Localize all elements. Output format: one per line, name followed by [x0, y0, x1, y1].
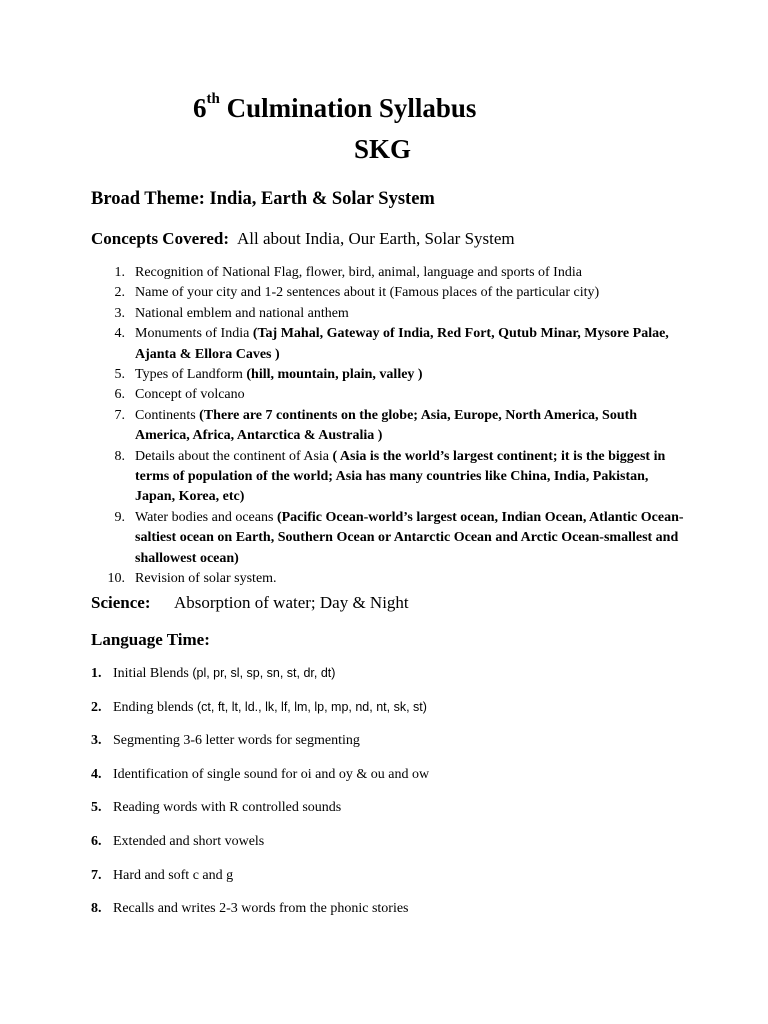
topic-number: 2. — [114, 285, 125, 301]
topic-bold-text: (Taj Mahal, Gateway of India, Red Fort, Qutub Minar, Mysore Palae, Ajanta & Ellora Caves ) — [135, 326, 669, 362]
science-text: Absorption of water; Day & Night — [174, 593, 409, 612]
language-item-text: Reading words with R controlled sounds — [113, 800, 342, 816]
topic-item — [91, 263, 691, 283]
topic-text: Continents — [135, 407, 200, 423]
page-subtitle: SKG — [354, 134, 412, 164]
topic-bold-text: (hill, mountain, plain, valley ) — [246, 367, 423, 383]
topic-text: Recognition of National Flag, flower, bird, animal, language and sports of India — [135, 265, 582, 280]
topic-number: 10. — [107, 571, 125, 587]
language-item — [91, 800, 429, 834]
language-item-number: 6. — [91, 833, 102, 849]
topic-text: Concept of volcano — [135, 387, 245, 403]
language-item — [91, 700, 429, 734]
title-text: Culmination Syllabus — [226, 93, 477, 123]
language-item-number: 3. — [91, 733, 102, 749]
concepts-label: Concepts Covered: — [91, 229, 230, 248]
language-item-number: 4. — [91, 766, 102, 782]
language-item-text: Hard and soft c and g — [113, 867, 234, 883]
language-item-examples: (pl, pr, sl, sp, sn, st, dr, dt) — [192, 666, 336, 680]
language-item-text: Extended and short vowels — [113, 833, 265, 849]
topic-number: 3. — [114, 305, 125, 321]
topic-item — [91, 447, 691, 508]
topic-number: 6. — [114, 387, 125, 403]
topic-bold-text: ( Asia is the world’s largest continent; it is the biggest in terms of population of the world; Asia has many countries like China, India, Pakistan, Japan, Korea, etc) — [135, 448, 666, 505]
topic-text: Revision of solar system. — [135, 571, 277, 587]
topic-number: 8. — [114, 448, 125, 464]
topic-text: Details about the continent of Asia — [135, 448, 333, 464]
topic-item — [91, 283, 691, 303]
language-item — [91, 733, 429, 767]
language-item — [91, 666, 429, 700]
language-item-text: Recalls and writes 2-3 words from the phonic stories — [113, 901, 409, 917]
concepts-text: All about India, Our Earth, Solar System — [237, 229, 515, 248]
topic-item — [91, 569, 691, 589]
topic-item — [91, 508, 691, 569]
title-superscript: th — [206, 91, 220, 107]
language-item-examples: (ct, ft, lt, ld., lk, lf, lm, lp, mp, nd, nt, sk, st) — [197, 699, 427, 714]
language-item-number: 1. — [91, 666, 102, 681]
topic-item — [91, 406, 691, 447]
language-item — [91, 834, 429, 868]
topic-number: 5. — [114, 367, 125, 383]
concepts-covered — [91, 229, 515, 249]
broad-theme-heading: Broad Theme: India, Earth & Solar System — [91, 189, 435, 209]
topic-bold-text: (Pacific Ocean-world’s largest ocean, Indian Ocean, Atlantic Ocean-saltiest ocean on Earth, Southern Ocean or Antarctic Ocean and Arctic Ocean-smallest and shallowest ocean) — [135, 509, 684, 566]
topic-item — [91, 365, 691, 385]
language-item-number: 5. — [91, 800, 102, 816]
language-item — [91, 901, 429, 935]
language-item — [91, 868, 429, 902]
topic-text: Name of your city and 1-2 sentences about it (Famous places of the particular city) — [135, 285, 600, 301]
topic-number: 7. — [114, 407, 125, 423]
topic-text: National emblem and national anthem — [135, 305, 349, 321]
language-item-number: 8. — [91, 901, 102, 917]
language-item-number: 7. — [91, 867, 102, 883]
language-time-heading: Language Time: — [91, 630, 210, 649]
language-item-number: 2. — [91, 699, 102, 715]
title-number: 6 — [193, 93, 207, 123]
language-item-text: Identification of single sound for oi and oy & ou and ow — [113, 766, 430, 782]
language-item-text: Initial Blends — [113, 666, 193, 681]
topic-text: Monuments of India — [135, 326, 253, 342]
language-list — [91, 666, 429, 935]
topic-text: Water bodies and oceans — [135, 509, 277, 525]
topic-number: 4. — [114, 326, 125, 342]
topic-number: 1. — [114, 265, 125, 280]
topic-item — [91, 385, 691, 405]
topics-list — [91, 263, 691, 590]
language-item-text: Ending blends — [113, 699, 197, 715]
language-item-text: Segmenting 3-6 letter words for segmenting — [113, 733, 360, 749]
topic-number: 9. — [114, 509, 125, 525]
topic-item — [91, 304, 691, 324]
science-line — [91, 593, 409, 613]
topic-item — [91, 324, 691, 365]
topic-bold-text: (There are 7 continents on the globe; Asia, Europe, North America, South America, Africa, Antarctica & Australia ) — [135, 407, 638, 444]
language-item — [91, 767, 429, 801]
science-label: Science: — [91, 593, 151, 612]
page-title — [193, 93, 476, 124]
topic-text: Types of Landform — [135, 367, 247, 383]
